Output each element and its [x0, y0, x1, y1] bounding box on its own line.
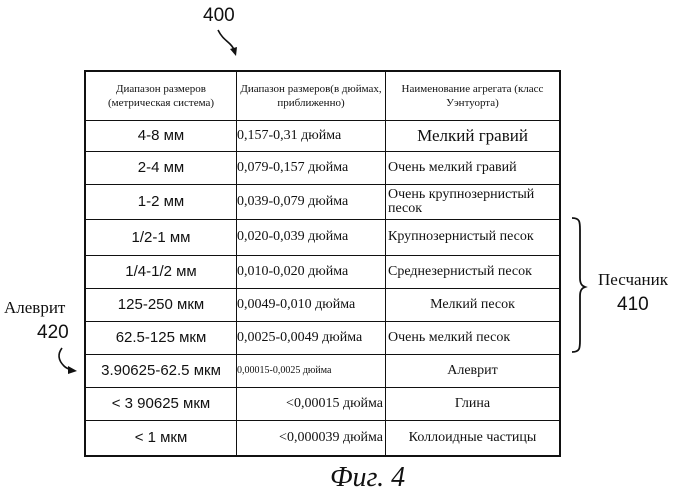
- table-row: [85, 184, 560, 219]
- figure-reference-400: 400: [203, 5, 235, 26]
- arrow-420-icon: [59, 348, 77, 374]
- sandstone-reference: 410: [617, 294, 649, 315]
- cell-name: Крупнозернистый песок: [386, 219, 561, 255]
- table-row: [85, 255, 560, 288]
- cell-name: Коллоидные частицы: [386, 420, 561, 456]
- cell-inches: 0,079-0,157 дюйма: [237, 151, 386, 184]
- cell-name: Алеврит: [386, 354, 561, 387]
- cell-metric: 2-4 мм: [85, 151, 237, 184]
- cell-name: Мелкий песок: [386, 288, 561, 321]
- cell-metric: 4-8 мм: [85, 120, 237, 151]
- arrow-400-icon: [218, 30, 237, 56]
- figure-caption: Фиг. 4: [330, 462, 406, 493]
- table-row: [85, 151, 560, 184]
- cell-name: Среднезернистый песок: [386, 255, 561, 288]
- cell-metric: 125-250 мкм: [85, 288, 237, 321]
- cell-name: Мелкий гравий: [386, 120, 561, 151]
- cell-name: Очень мелкий песок: [386, 321, 561, 354]
- cell-inches: <0,00015 дюйма: [237, 387, 386, 420]
- cell-name: Глина: [386, 387, 561, 420]
- table-row: [85, 420, 560, 456]
- cell-metric: 3.90625-62.5 мкм: [85, 354, 237, 387]
- curly-brace-icon: [572, 218, 585, 352]
- header-name: Наименование агрегата (класс Уэнтуорта): [386, 71, 561, 120]
- table-row: [85, 321, 560, 354]
- siltstone-reference: 420: [37, 322, 69, 343]
- cell-metric: 1/4-1/2 мм: [85, 255, 237, 288]
- cell-inches: 0,039-0,079 дюйма: [237, 184, 386, 219]
- cell-inches: 0,00015-0,0025 дюйма: [237, 354, 386, 387]
- header-metric: Диапазон размеров (метрическая система): [85, 71, 237, 120]
- cell-metric: 1/2-1 мм: [85, 219, 237, 255]
- table-row: [85, 387, 560, 420]
- cell-inches: 0,157-0,31 дюйма: [237, 120, 386, 151]
- table-header-row: [85, 71, 560, 120]
- cell-name: Очень мелкий гравий: [386, 151, 561, 184]
- cell-inches: 0,020-0,039 дюйма: [237, 219, 386, 255]
- siltstone-label: Алеврит: [4, 298, 66, 317]
- header-inches: Диапазон размеров(в дюймах, приближенно): [237, 71, 386, 120]
- sandstone-label: Песчаник: [598, 270, 669, 289]
- table-row: [85, 288, 560, 321]
- cell-metric: 1-2 мм: [85, 184, 237, 219]
- table-row: [85, 219, 560, 255]
- grain-size-table: [84, 70, 561, 457]
- table-row: [85, 354, 560, 387]
- cell-name: Очень крупнозернистый песок: [386, 184, 561, 219]
- cell-metric: < 3 90625 мкм: [85, 387, 237, 420]
- cell-inches: 0,0049-0,010 дюйма: [237, 288, 386, 321]
- cell-inches: 0,0025-0,0049 дюйма: [237, 321, 386, 354]
- cell-inches: 0,010-0,020 дюйма: [237, 255, 386, 288]
- cell-metric: 62.5-125 мкм: [85, 321, 237, 354]
- cell-metric: < 1 мкм: [85, 420, 237, 456]
- cell-inches: <0,000039 дюйма: [237, 420, 386, 456]
- table-row: [85, 120, 560, 151]
